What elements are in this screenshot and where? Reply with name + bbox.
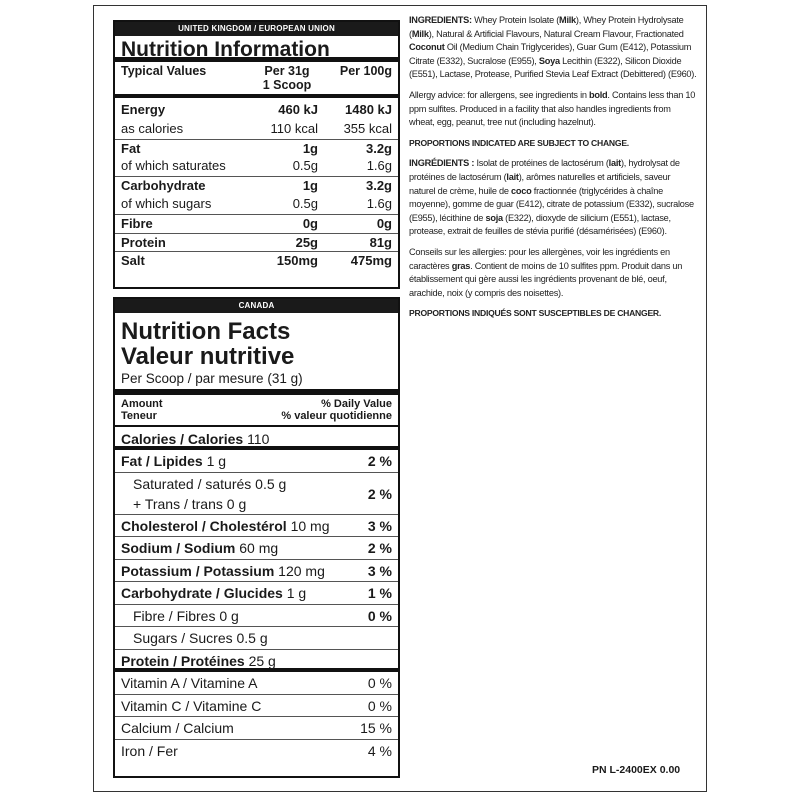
uk-rows xyxy=(115,98,398,270)
canada-region-bar: CANADA xyxy=(115,299,398,313)
uk-row: Protein 25g 81g xyxy=(115,233,398,252)
uk-row: Fat 1g 3.2g xyxy=(115,139,398,158)
allergy-advice-en: Allergy advice: for allergens, see ingredients in bold. Contains less than 10 ppm sulfites. Produced in a facility that also handles ingredients from wheat, egg, peanut, tree nut (including hazelnut). xyxy=(409,89,696,128)
uk-row: Fibre 0g 0g xyxy=(115,214,398,233)
proportions-notice-fr: PROPORTIONS INDIQUÉS SONT SUSCEPTIBLES DE CHANGER. xyxy=(409,308,662,319)
ingredients-column xyxy=(409,14,697,328)
canada-title: Nutrition Facts Valeur nutritive xyxy=(121,318,295,370)
dv-header: Amount Teneur % Daily Value % valeur quotidienne xyxy=(115,395,398,427)
protein-row: Protein / Protéines 25 g xyxy=(115,650,398,673)
vitamin-c-row: Vitamin C / Vitamine C 0 % xyxy=(115,695,398,718)
ingredients-fr: INGRÉDIENTS : Isolat de protéines de lactosérum (lait), hydrolysat de protéines de lactosérum (lait), arômes naturelles et artificiels, saveur naturel de crème, huile de coco fractionnée (triglycérides à chaîne moyenne), gomme de guar (E412), citrate de potassium (E332), sucralose (E955), lécithine de soja (E322), dioxyde de silicium (E551), lactase, protease, extrait de feuilles de stévia purifié (désamérisées) (E960). xyxy=(409,158,694,237)
calcium-row: Calcium / Calcium 15 % xyxy=(115,717,398,740)
uk-row: as calories 110 kcal 355 kcal xyxy=(121,120,392,136)
proportions-notice-en: PROPORTIONS INDICATED ARE SUBJECT TO CHANGE. xyxy=(409,137,629,148)
serving-size: Per Scoop / par mesure (31 g) xyxy=(115,369,398,395)
uk-row: Salt 150mg 475mg xyxy=(115,251,398,270)
uk-nutrition-panel xyxy=(113,20,400,289)
vitamin-a-row: Vitamin A / Vitamine A 0 % xyxy=(115,672,398,695)
uk-header-row xyxy=(115,62,398,98)
sugars-row: Sugars / Sucres 0.5 g xyxy=(115,627,398,650)
saturated-trans-row: Saturated / saturés 0.5 g + Trans / trans 0 g 2 % xyxy=(115,473,398,515)
per-100g-header: Per 100g xyxy=(339,64,392,78)
canada-nutrition-panel xyxy=(113,297,400,778)
fibre-row: Fibre / Fibres 0 g 0 % xyxy=(115,605,398,628)
uk-region-bar: UNITED KINGDOM / EUROPEAN UNION xyxy=(115,22,398,36)
allergy-advice-fr: Conseils sur les allergies: pour les allergènes, voir les ingrédients en caractères gras. Contient de moins de 10 sulfites ppm. Produit dans un établissement qui gère aussi les ingrédients provenant de blé, oeuf, arachide, noix (y compris des noisettes). xyxy=(409,246,683,298)
carbohydrate-row: Carbohydrate / Glucides 1 g 1 % xyxy=(115,582,398,605)
cholesterol-row: Cholesterol / Cholestérol 10 mg 3 % xyxy=(115,515,398,538)
part-number: PN L-2400EX 0.00 xyxy=(592,764,681,776)
calories-row: Calories / Calories 110 xyxy=(115,427,398,450)
potassium-row: Potassium / Potassium 120 mg 3 % xyxy=(115,560,398,583)
uk-row: Energy 460 kJ 1480 kJ xyxy=(121,102,392,117)
sodium-row: Sodium / Sodium 60 mg 2 % xyxy=(115,537,398,560)
uk-row: of which saturates 0.5g 1.6g xyxy=(121,158,392,174)
uk-title: Nutrition Information xyxy=(115,36,398,62)
iron-row: Iron / Fer 4 % xyxy=(121,742,392,759)
ingredients-en: INGREDIENTS: Whey Protein Isolate (Milk), Whey Protein Hydrolysate (Milk), Natural & Artificial Flavours, Natural Cream Flavour, Fractionated Coconut Oil (Medium Chain Triglycerides), Guar Gum (E412), Potassium Citrate (E332), Sucralose (E955), Soya Lecithin (E322), Silicon Dioxide (E551), Lactase, Protease, Purified Stevia Leaf Extract (Debittered) (E960). xyxy=(409,15,697,80)
uk-row: Carbohydrate 1g 3.2g xyxy=(115,176,398,195)
per-serving-header: Per 31g 1 Scoop xyxy=(262,64,312,92)
fat-row: Fat / Lipides 1 g 2 % xyxy=(115,450,398,473)
typical-values-label: Typical Values xyxy=(121,64,207,78)
uk-row: of which sugars 0.5g 1.6g xyxy=(121,195,392,211)
